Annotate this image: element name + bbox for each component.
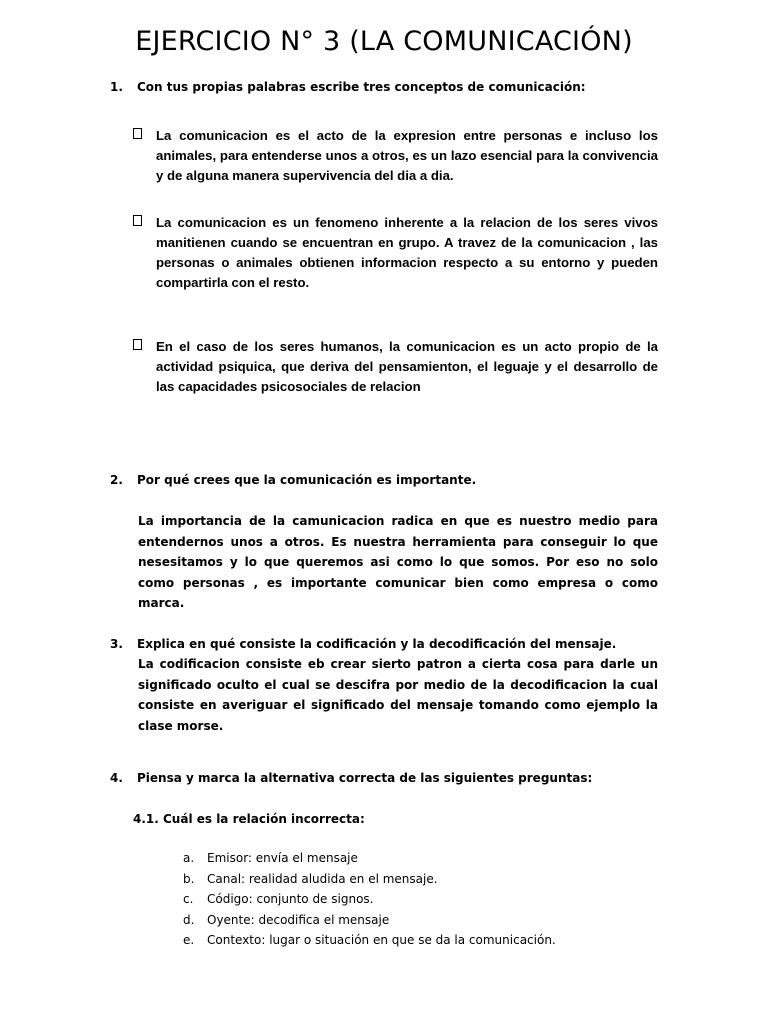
option-letter: e. [183,933,195,947]
concept-text: La comunicacion es un fenomeno inherente a la relacion de los seres vivos manitienen cuando se encuentran en grupo. A travez de la comunicacion , las personas o animales obtienen informacion respecto a su entorno y pueden compartirla con el resto. [156,215,658,290]
option-letter: c. [183,892,194,906]
question-text: Con tus propias palabras escribe tres conceptos de comunicación: [137,80,586,94]
question-2 [110,473,476,487]
question-number: 2. [110,473,123,487]
question-text: Piensa y marca la alternativa correcta de las siguientes preguntas: [137,771,593,785]
question-number: 4. [110,771,123,785]
option-a [183,851,556,872]
option-c [183,892,556,913]
question-3 [110,637,616,651]
page-title: EJERCICIO N° 3 (LA COMUNICACIÓN) [135,26,633,57]
option-e [183,933,556,954]
question-number: 1. [110,80,123,94]
option-text: Canal: realidad aludida en el mensaje. [207,871,438,886]
concept-item-3 [133,337,658,397]
question-number: 3. [110,637,123,651]
question-1 [110,80,586,94]
answer-3: La codificacion consiste eb crear sierto patron a cierta cosa para darle un significado oculto el cual se descifra por medio de la decodificacion la cual consiste en averiguar el significado del mensaje tomando como ejemplo la clase morse. [138,657,658,733]
bullet-box-icon [133,339,142,350]
question-4 [110,771,592,785]
answer-2: La importancia de la camunicacion radica en que es nuestro medio para entendernos unos a otros. Es nuestra herramienta para conseguir lo que nesesitamos y lo que queremos asi como lo que somos. Por eso no solo como personas , es importante comunicar bien como empresa o como marca. [138,514,658,610]
subquestion-4-1: 4.1. Cuál es la relación incorrecta: [133,812,365,826]
option-text: Oyente: decodifica el mensaje [207,912,390,927]
bullet-box-icon [133,215,142,226]
question-text: Por qué crees que la comunicación es importante. [137,473,477,487]
bullet-box-icon [133,128,142,139]
option-d [183,913,556,934]
options-list [183,851,556,954]
concept-item-1 [133,126,658,186]
option-letter: d. [183,912,195,927]
question-text: Explica en qué consiste la codificación y la decodificación del mensaje. [137,637,617,651]
option-letter: b. [183,871,195,886]
option-text: Contexto: lugar o situación en que se da la comunicación. [207,933,556,947]
option-b [183,872,556,893]
concept-item-2 [133,213,658,293]
option-text: Código: conjunto de signos. [207,892,374,906]
option-letter: a. [183,851,195,865]
concept-text: La comunicacion es el acto de la expresion entre personas e incluso los animales, para entenderse unos a otros, es un lazo esencial para la convivencia y de alguna manera supervivencia del dia a dia. [156,128,658,183]
concept-text: En el caso de los seres humanos, la comunicacion es un acto propio de la actividad psiquica, que deriva del pensamienton, el leguaje y el desarrollo de las capacidades psicosociales de relacion [156,339,658,394]
option-text: Emisor: envía el mensaje [207,851,358,865]
